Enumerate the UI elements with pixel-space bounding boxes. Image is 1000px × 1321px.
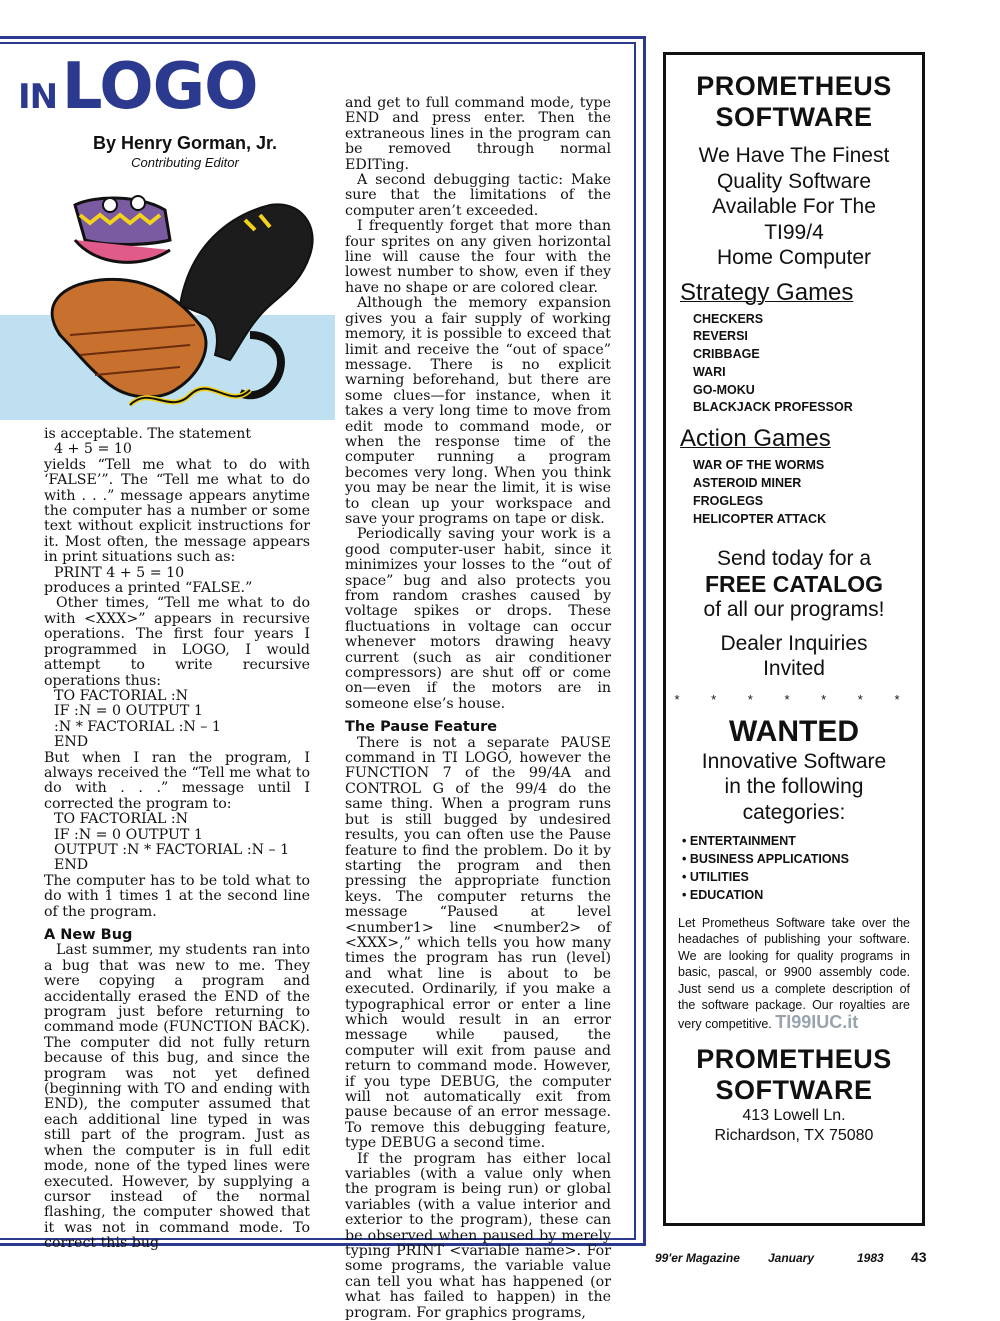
paragraph: and get to full command mode, type END and press enter. Then the extraneous lines in the program can be removed through normal EDITing.	[345, 95, 611, 173]
paragraph: The computer has to be told what to do with 1 times 1 at the second line of the program.	[44, 872, 310, 920]
code-line: PRINT 4 + 5 = 10	[54, 564, 185, 581]
footer-year: 1983	[857, 1251, 884, 1265]
paragraph: Although the memory expansion gives you a fair supply of working memory, it is possible to exceed that limit and receive the “out of space” message. There is no explicit warning beforehand, but there are some clues—for instance, when it takes a very long time to move from edit mode to command mode, or when the response time of the computer running a program becomes very long. When you think you may be near the limit, it is wise to clean up your workspace and save your programs on tape or disk.	[345, 295, 611, 527]
paragraph: There is not a separate PAUSE command in TI LOGO, however the FUNCTION 7 of the 99/4A and CONTROL G of the 99/4 do the same thing. When a program runs but is still bugged by undesired results, you can often use the Pause feature to find the problem. Do it by starting the program and then pressing the appropriate function keys. The computer returns the message “Paused at level <number1> line <number2> of <XXX>,” which tells you how many times the program has run (level) and what line is about to be executed. Ordinarily, if you make a typographical error or enter a line which would result in an error message while paused, the computer will exit from pause and return to command mode. However, if you type DEBUG, the computer will not automatically exit from pause because of an error message. To remove this debugging feature, type DEBUG a second time.	[345, 734, 611, 1152]
paragraph: is acceptable. The statement	[44, 426, 252, 442]
paragraph: yields “Tell me what to do with ‘FALSE’”. The “Tell me what to do with . . .” message appears anytime the computer has a number or some text without explicit instructions for it. Most often, the message appears in print situations such as:	[44, 456, 310, 566]
ad-divider-stars: * * * * * * *	[674, 691, 914, 707]
categories-list	[666, 833, 922, 904]
title-prefix: IN	[18, 77, 58, 117]
title-main: LOGO	[61, 50, 258, 124]
footer-month: January	[768, 1251, 815, 1265]
code-line: 4 + 5 = 10	[54, 441, 132, 458]
ad-wanted-line: in the following	[724, 775, 864, 799]
ad-blurb-text: Let Prometheus Software take over the headaches of publishing your software. We are looking for quality programs in basic, pascal, or 9900 assembly code. Just send us a complete description of the software package. Our royalties are very competitive.	[678, 915, 910, 1031]
ad-tagline: TI99/4	[764, 220, 824, 244]
ad-brand-line3: PROMETHEUS	[696, 1044, 892, 1075]
paragraph: If the program has either local variables (with a value only when the program is being run) or global variables (with a value interior and exterior to the program), these can be observed when paused by merely typing PRINT <variable name>. For some programs, the variable value can tell you what has happened (or what has failed to happen) in the program. For graphics programs,	[345, 1150, 611, 1321]
article-title	[18, 50, 258, 124]
list-item: CRIBBAGE	[693, 347, 760, 362]
ad-dealer-line: Invited	[763, 657, 825, 681]
paragraph: produces a printed “FALSE.”	[44, 580, 253, 597]
ad-free-catalog: FREE CATALOG	[704, 570, 884, 597]
paragraph: Last summer, my students ran into a bug that was new to me. They were copying a program and accidentally erased the END of the program just before returning to command mode (FUNCTION BACK). The computer did not fully return because of this bug, and since the program was not yet defined (beginning with TO and ending with END), the computer assumed that each additional line typed in was still part of the program. Just as when the computer is in full edit mode, none of the typed lines were executed. However, by supplying a cursor instead of the normal flashing, the computer showed that it was not in command mode. To correct this bug	[44, 942, 310, 1252]
paragraph: A second debugging tactic: Make sure that the limitations of the computer aren’t exceeded.	[345, 172, 611, 219]
ad-tagline: Home Computer	[716, 246, 872, 269]
code-block: TO FACTORIAL :N IF :N = 0 OUTPUT 1 OUTPUT :N * FACTORIAL :N – 1 END	[54, 811, 290, 874]
section-heading: A New Bug	[44, 927, 133, 943]
ad-send-line: Send today for a	[716, 547, 872, 571]
list-item: BLACKJACK PROFESSOR	[693, 400, 853, 415]
ad-wanted-heading: WANTED	[729, 714, 859, 748]
ad-brand-line4: SOFTWARE	[715, 1075, 873, 1106]
ad-send-line: of all our programs!	[703, 598, 885, 622]
list-item: FROGLEGS	[693, 493, 764, 508]
ad-dealer-line: Dealer Inquiries	[720, 631, 868, 655]
ad-wanted-line: categories:	[742, 800, 846, 824]
section-heading: The Pause Feature	[345, 719, 498, 736]
footer-magazine: 99'er Magazine	[655, 1251, 740, 1265]
list-item: WAR OF THE WORMS	[693, 458, 825, 473]
list-item: CHECKERS	[693, 311, 764, 326]
article-column-2	[345, 96, 611, 1321]
ad-brand-line2: SOFTWARE	[715, 102, 873, 132]
paragraph: Periodically saving your work is a good computer-user habit, since it minimizes your losses to the “out of space” bug and also protects you from random crashes caused by voltage spikes or drops. These fluctuations in voltage can occur whenever motors drawing heavy current (such as air conditioner compressors) are shut off or come on—even if the motors are in someone else’s house.	[345, 526, 611, 712]
list-item: REVERSI	[693, 329, 748, 344]
code-block: TO FACTORIAL :N IF :N = 0 OUTPUT 1 :N * FACTORIAL :N – 1 END	[54, 687, 221, 751]
prometheus-ad	[663, 52, 925, 1226]
watermark: TI99IUC.it	[775, 1011, 859, 1032]
list-item: WARI	[693, 364, 726, 379]
paragraph: I frequently forget that more than four sprites on any given horizontal line will cause the four with the lowest number to show, even if they have no shape or are colored clear.	[345, 218, 611, 296]
list-item: GO-MOKU	[693, 382, 755, 397]
strategy-games-list	[666, 311, 922, 418]
ad-tagline: We Have The Finest	[698, 144, 890, 167]
ad-tagline: Available For The	[712, 195, 876, 218]
byline-role: Contributing Editor	[131, 155, 239, 170]
byline: By Henry Gorman, Jr.	[92, 133, 278, 153]
page-number: 43	[911, 1249, 927, 1265]
ad-address-line: Richardson, TX 75080	[714, 1127, 874, 1145]
action-games-heading: Action Games	[680, 425, 831, 453]
action-games-list	[666, 457, 922, 528]
ad-brand-line1: PROMETHEUS	[696, 71, 892, 101]
list-item: • UTILITIES	[682, 869, 922, 887]
list-item: • ENTERTAINMENT	[682, 833, 922, 851]
list-item: • EDUCATION	[682, 887, 922, 905]
paragraph: Other times, “Tell me what to do with <XXX>” appears in recursive operations. The first four years I programmed in LOGO, I would attempt to write recursive operations thus:	[44, 595, 310, 689]
bug-dragon-illustration	[0, 185, 335, 420]
article-column-1	[44, 427, 310, 1252]
ad-address-line: 413 Lowell Ln.	[742, 1107, 846, 1125]
list-item: HELICOPTER ATTACK	[693, 511, 827, 526]
strategy-games-heading: Strategy Games	[680, 278, 854, 306]
paragraph: But when I ran the program, I always received the “Tell me what to do with . . .” message until I corrected the program to:	[44, 749, 310, 812]
list-item: ASTEROID MINER	[693, 476, 802, 491]
ad-tagline: Quality Software	[716, 169, 872, 193]
ad-wanted-line: Innovative Software	[701, 749, 887, 773]
ad-blurb	[678, 915, 910, 1033]
list-item: • BUSINESS APPLICATIONS	[682, 851, 922, 869]
